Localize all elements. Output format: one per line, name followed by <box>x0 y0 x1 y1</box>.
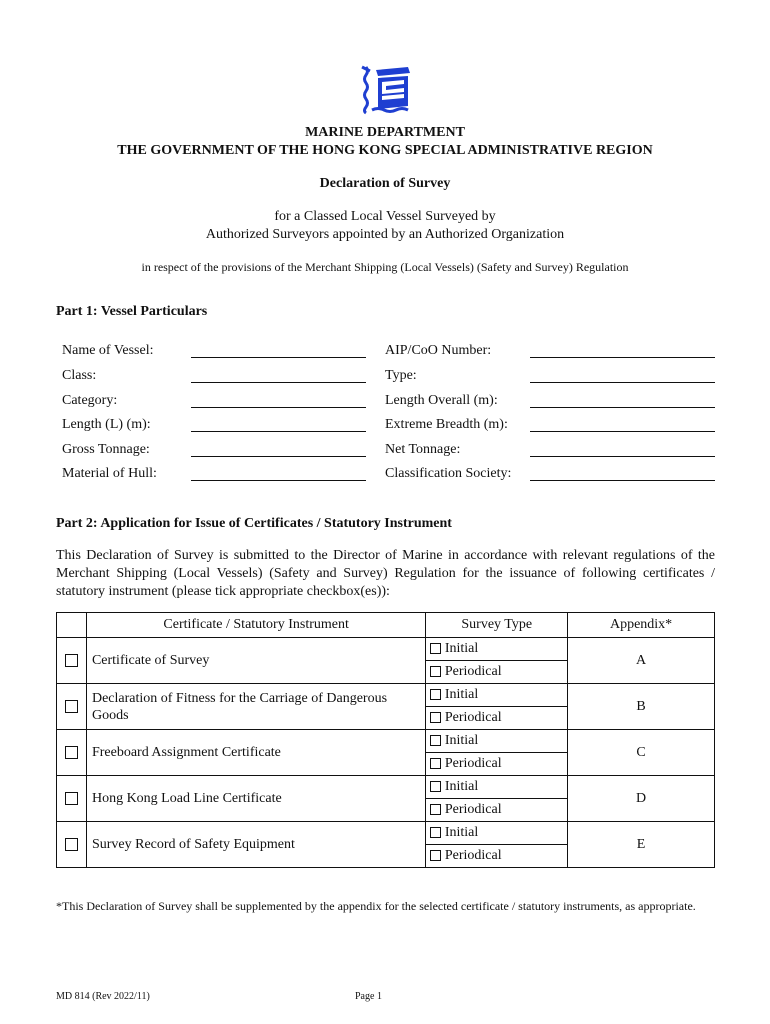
field-label-category: Category: <box>62 393 118 408</box>
certificate-name: Survey Record of Safety Equipment <box>86 822 425 868</box>
part1-heading: Part 1: Vessel Particulars <box>56 304 208 319</box>
field-label-material-of-hull: Material of Hull: <box>62 466 157 481</box>
initial-checkbox[interactable] <box>430 689 441 700</box>
appendix-cell: C <box>568 730 715 776</box>
field-label-class: Class: <box>62 368 97 383</box>
field-label-net-tonnage: Net Tonnage: <box>385 442 461 457</box>
extreme-breadth-field[interactable] <box>530 431 715 432</box>
declaration-of-fitness-checkbox[interactable] <box>65 700 78 713</box>
class-field[interactable] <box>191 382 366 383</box>
material-of-hull-field[interactable] <box>191 480 366 481</box>
certificate-name: Hong Kong Load Line Certificate <box>86 776 425 822</box>
survey-type-periodical[interactable]: Periodical <box>426 752 567 775</box>
length-overall-field[interactable] <box>530 407 715 408</box>
field-label-classification-society: Classification Society: <box>385 466 512 481</box>
survey-type-initial[interactable]: Initial <box>426 730 567 752</box>
periodical-checkbox[interactable] <box>430 804 441 815</box>
freeboard-assignment-checkbox[interactable] <box>65 746 78 759</box>
survey-type-periodical[interactable]: Periodical <box>426 798 567 821</box>
field-label-length-l: Length (L) (m): <box>62 417 151 432</box>
government-name: THE GOVERNMENT OF THE HONG KONG SPECIAL ADMINISTRATIVE REGION <box>117 143 653 158</box>
type-field[interactable] <box>530 382 715 383</box>
survey-type-periodical[interactable]: Periodical <box>426 660 567 683</box>
survey-type-periodical[interactable]: Periodical <box>426 844 567 867</box>
survey-type-initial[interactable]: Initial <box>426 684 567 706</box>
gross-tonnage-field[interactable] <box>191 456 366 457</box>
safety-equipment-record-checkbox[interactable] <box>65 838 78 851</box>
initial-checkbox[interactable] <box>430 643 441 654</box>
field-label-aip-coo-number: AIP/CoO Number: <box>385 343 492 358</box>
table-header-row <box>57 613 715 638</box>
survey-type-initial[interactable]: Initial <box>426 776 567 798</box>
page-number: Page 1 <box>355 991 382 1002</box>
table-row <box>57 684 715 730</box>
field-label-extreme-breadth: Extreme Breadth (m): <box>385 417 508 432</box>
initial-checkbox[interactable] <box>430 827 441 838</box>
certificate-name: Freeboard Assignment Certificate <box>86 730 425 776</box>
table-row <box>57 730 715 776</box>
survey-type-periodical[interactable]: Periodical <box>426 706 567 729</box>
field-label-length-overall: Length Overall (m): <box>385 393 498 408</box>
periodical-checkbox[interactable] <box>430 758 441 769</box>
certificate-of-survey-checkbox[interactable] <box>65 654 78 667</box>
provision-text: in respect of the provisions of the Merchant Shipping (Local Vessels) (Safety and Survey) Regulation <box>141 260 629 274</box>
subtitle-line-2: Authorized Surveyors appointed by an Authorized Organization <box>205 227 565 242</box>
initial-checkbox[interactable] <box>430 735 441 746</box>
certificate-table <box>56 612 715 868</box>
survey-type-column-header: Survey Type <box>426 613 568 638</box>
appendix-column-header: Appendix* <box>568 613 715 638</box>
part2-intro: This Declaration of Survey is submitted to the Director of Marine in accordance with relevant regulations of the Merchant Shipping (Local Vessels) (Safety and Survey) Regulation for the issuance of following certificates / statutory instrument (please tick appropriate checkbox(es)): <box>56 548 715 599</box>
marine-department-logo <box>358 64 414 116</box>
load-line-certificate-checkbox[interactable] <box>65 792 78 805</box>
net-tonnage-field[interactable] <box>530 456 715 457</box>
field-label-gross-tonnage: Gross Tonnage: <box>62 442 150 457</box>
appendix-cell: A <box>568 638 715 684</box>
initial-checkbox[interactable] <box>430 781 441 792</box>
document-title: Declaration of Survey <box>319 176 451 191</box>
periodical-checkbox[interactable] <box>430 712 441 723</box>
field-label-name-of-vessel: Name of Vessel: <box>62 343 154 358</box>
classification-society-field[interactable] <box>530 480 715 481</box>
subtitle-line-1: for a Classed Local Vessel Surveyed by <box>274 209 496 224</box>
length-l-field[interactable] <box>191 431 366 432</box>
certificate-name: Certificate of Survey <box>86 638 425 684</box>
appendix-cell: D <box>568 776 715 822</box>
part2-heading: Part 2: Application for Issue of Certificates / Statutory Instrument <box>56 516 452 531</box>
periodical-checkbox[interactable] <box>430 850 441 861</box>
survey-type-initial[interactable]: Initial <box>426 822 567 844</box>
appendix-footnote: *This Declaration of Survey shall be supplemented by the appendix for the selected certificate / statutory instruments, as appropriate. <box>56 899 696 913</box>
category-field[interactable] <box>191 407 366 408</box>
certificate-column-header: Certificate / Statutory Instrument <box>86 613 425 638</box>
table-row <box>57 638 715 684</box>
field-label-type: Type: <box>385 368 417 383</box>
survey-type-initial[interactable]: Initial <box>426 638 567 660</box>
department-name: MARINE DEPARTMENT <box>305 125 465 140</box>
periodical-checkbox[interactable] <box>430 666 441 677</box>
table-row <box>57 776 715 822</box>
table-row <box>57 822 715 868</box>
aip-coo-number-field[interactable] <box>530 357 715 358</box>
appendix-cell: B <box>568 684 715 730</box>
form-code: MD 814 (Rev 2022/11) <box>56 991 150 1002</box>
certificate-name: Declaration of Fitness for the Carriage of Dangerous Goods <box>86 684 425 730</box>
checkbox-column-header <box>57 613 87 638</box>
name-of-vessel-field[interactable] <box>191 357 366 358</box>
appendix-cell: E <box>568 822 715 868</box>
